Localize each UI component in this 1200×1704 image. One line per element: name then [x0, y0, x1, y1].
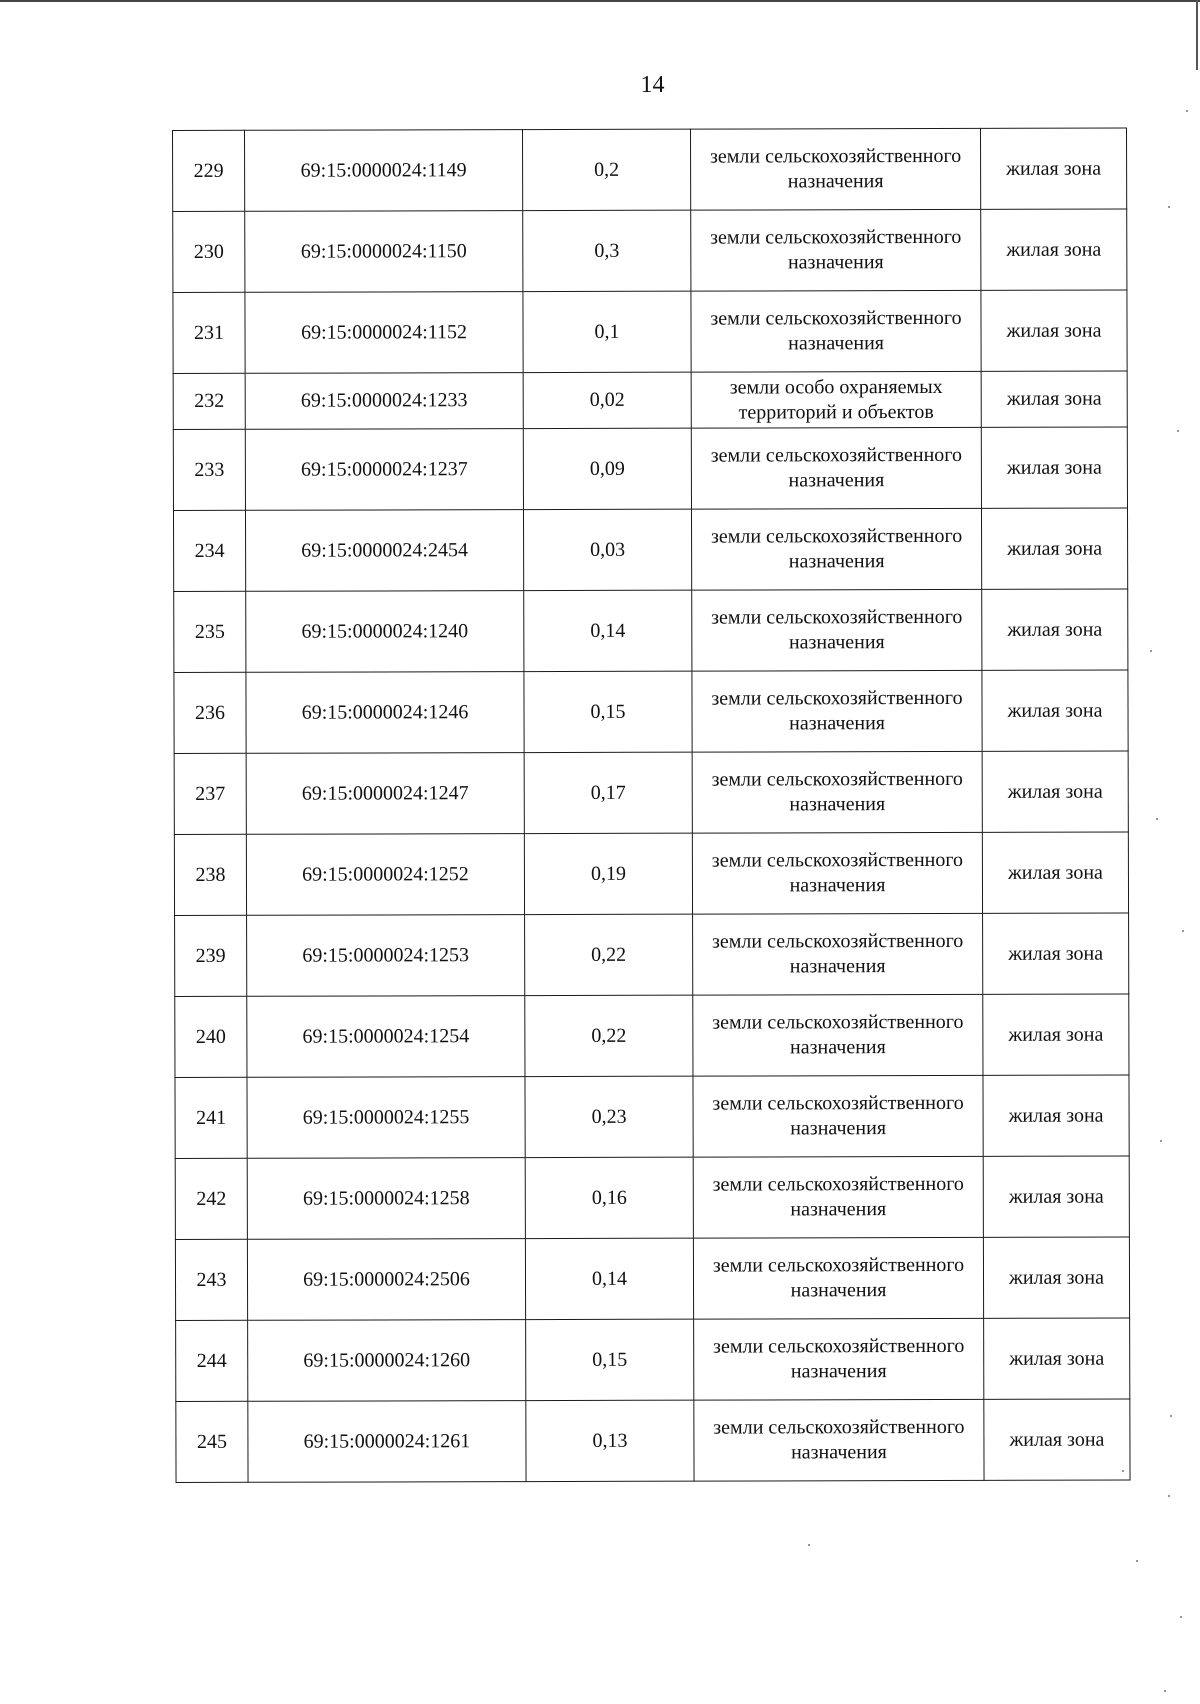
- land-category-cell: земли сельскохозяйственного назначения: [693, 1237, 983, 1319]
- land-category-cell: земли сельскохозяйственного назначения: [692, 589, 982, 671]
- table-row: [173, 290, 1127, 373]
- land-category-cell: земли сельскохозяйственного назначения: [693, 1156, 983, 1238]
- land-category-cell: земли особо охраняемых территорий и объектов: [691, 371, 981, 428]
- zone-cell: жилая зона: [983, 913, 1129, 994]
- row-number-cell: 236: [174, 672, 246, 753]
- table-row: [175, 913, 1129, 996]
- land-category-cell: земли сельскохозяйственного назначения: [690, 128, 980, 210]
- row-number-cell: 234: [173, 510, 245, 591]
- row-number-cell: 245: [176, 1401, 248, 1482]
- land-category-cell: земли сельскохозяйственного назначения: [691, 290, 981, 372]
- scan-speck: [1156, 818, 1158, 820]
- scan-speck: [1136, 1560, 1138, 1562]
- zone-cell: жилая зона: [983, 1075, 1129, 1156]
- table-row: [173, 508, 1127, 591]
- row-number-cell: 235: [174, 591, 246, 672]
- table-row: [173, 371, 1127, 429]
- zone-cell: жилая зона: [981, 371, 1127, 427]
- land-category-cell: земли сельскохозяйственного назначения: [693, 994, 983, 1076]
- area-cell: 0,15: [524, 671, 692, 752]
- zone-cell: жилая зона: [981, 427, 1127, 508]
- row-number-cell: 229: [173, 130, 245, 211]
- zone-cell: жилая зона: [981, 290, 1127, 371]
- scan-speck: [1186, 110, 1188, 112]
- cadastral-number-cell: 69:15:0000024:1261: [248, 1401, 526, 1483]
- area-cell: 0,22: [525, 995, 693, 1076]
- table-row: [173, 427, 1127, 510]
- table-row: [175, 994, 1129, 1077]
- area-cell: 0,14: [525, 1238, 693, 1319]
- area-cell: 0,15: [526, 1319, 694, 1400]
- area-cell: 0,2: [523, 129, 691, 210]
- area-cell: 0,14: [524, 590, 692, 671]
- zone-cell: жилая зона: [983, 994, 1129, 1075]
- table-row: [174, 832, 1128, 915]
- area-cell: 0,1: [523, 291, 691, 372]
- scan-speck: [1170, 1415, 1172, 1417]
- cadastral-number-cell: 69:15:0000024:1260: [248, 1320, 526, 1402]
- cadastral-number-cell: 69:15:0000024:2506: [247, 1239, 525, 1321]
- cadastral-number-cell: 69:15:0000024:1149: [245, 130, 523, 212]
- scan-speck: [1177, 430, 1179, 432]
- scan-speck: [1164, 1690, 1166, 1692]
- row-number-cell: 239: [175, 915, 247, 996]
- scan-speck: [1168, 1495, 1170, 1497]
- zone-cell: жилая зона: [981, 508, 1127, 589]
- cadastral-number-cell: 69:15:0000024:1255: [247, 1077, 525, 1159]
- land-category-cell: земли сельскохозяйственного назначения: [694, 1399, 984, 1481]
- land-category-cell: земли сельскохозяйственного назначения: [691, 427, 981, 509]
- row-number-cell: 242: [175, 1158, 247, 1239]
- cadastral-number-cell: 69:15:0000024:1252: [246, 834, 524, 916]
- area-cell: 0,02: [523, 372, 691, 428]
- cadastral-number-cell: 69:15:0000024:1254: [247, 996, 525, 1078]
- table-row: [174, 751, 1128, 834]
- zone-cell: жилая зона: [983, 1237, 1129, 1318]
- land-category-cell: земли сельскохозяйственного назначения: [694, 1318, 984, 1400]
- scan-speck: [1160, 1140, 1162, 1142]
- scan-speck: [1150, 650, 1152, 652]
- table-row: [175, 1237, 1129, 1320]
- table-row: [173, 128, 1127, 211]
- zone-cell: жилая зона: [981, 209, 1127, 290]
- row-number-cell: 237: [174, 753, 246, 834]
- row-number-cell: 231: [173, 292, 245, 373]
- cadastral-number-cell: 69:15:0000024:1233: [245, 373, 523, 430]
- table-row: [175, 1075, 1129, 1158]
- land-category-cell: земли сельскохозяйственного назначения: [692, 751, 982, 833]
- area-cell: 0,19: [524, 833, 692, 914]
- area-cell: 0,17: [524, 752, 692, 833]
- row-number-cell: 244: [176, 1320, 248, 1401]
- land-plots-table: [172, 127, 1131, 1482]
- land-category-cell: земли сельскохозяйственного назначения: [691, 209, 981, 291]
- area-cell: 0,23: [525, 1076, 693, 1157]
- scan-edge-line: [0, 0, 1200, 2]
- scan-speck: [1168, 206, 1170, 208]
- table-row: [176, 1318, 1130, 1401]
- zone-cell: жилая зона: [980, 128, 1126, 209]
- zone-cell: жилая зона: [982, 589, 1128, 670]
- zone-cell: жилая зона: [982, 832, 1128, 913]
- scan-speck: [1180, 1616, 1182, 1618]
- row-number-cell: 232: [173, 373, 245, 429]
- land-category-cell: земли сельскохозяйственного назначения: [692, 832, 982, 914]
- zone-cell: жилая зона: [982, 751, 1128, 832]
- zone-cell: жилая зона: [984, 1399, 1130, 1480]
- table-row: [173, 209, 1127, 292]
- zone-cell: жилая зона: [983, 1156, 1129, 1237]
- row-number-cell: 240: [175, 996, 247, 1077]
- cadastral-number-cell: 69:15:0000024:2454: [245, 510, 523, 592]
- zone-cell: жилая зона: [982, 670, 1128, 751]
- table-row: [174, 670, 1128, 753]
- area-cell: 0,13: [526, 1400, 694, 1481]
- land-category-cell: земли сельскохозяйственного назначения: [693, 1075, 983, 1157]
- scan-edge-line: [1196, 0, 1198, 70]
- scan-speck: [1182, 930, 1184, 932]
- land-category-cell: земли сельскохозяйственного назначения: [693, 913, 983, 995]
- row-number-cell: 230: [173, 211, 245, 292]
- area-cell: 0,22: [525, 914, 693, 995]
- area-cell: 0,16: [525, 1157, 693, 1238]
- scan-speck: [808, 1544, 810, 1546]
- row-number-cell: 241: [175, 1077, 247, 1158]
- cadastral-number-cell: 69:15:0000024:1240: [246, 591, 524, 673]
- land-category-cell: земли сельскохозяйственного назначения: [692, 670, 982, 752]
- cadastral-number-cell: 69:15:0000024:1152: [245, 292, 523, 374]
- table-row: [174, 589, 1128, 672]
- cadastral-number-cell: 69:15:0000024:1150: [245, 211, 523, 293]
- row-number-cell: 243: [175, 1239, 247, 1320]
- table-body: [173, 128, 1131, 1482]
- scan-speck: [1122, 1470, 1124, 1472]
- page-number: 14: [640, 72, 665, 98]
- cadastral-number-cell: 69:15:0000024:1253: [247, 915, 525, 997]
- land-category-cell: земли сельскохозяйственного назначения: [691, 508, 981, 590]
- cadastral-number-cell: 69:15:0000024:1247: [246, 753, 524, 835]
- cadastral-number-cell: 69:15:0000024:1237: [245, 429, 523, 511]
- area-cell: 0,03: [523, 509, 691, 590]
- table-row: [176, 1399, 1130, 1482]
- cadastral-number-cell: 69:15:0000024:1246: [246, 672, 524, 754]
- area-cell: 0,3: [523, 210, 691, 291]
- zone-cell: жилая зона: [984, 1318, 1130, 1399]
- table-row: [175, 1156, 1129, 1239]
- row-number-cell: 233: [173, 429, 245, 510]
- area-cell: 0,09: [523, 428, 691, 509]
- row-number-cell: 238: [174, 834, 246, 915]
- cadastral-number-cell: 69:15:0000024:1258: [247, 1158, 525, 1240]
